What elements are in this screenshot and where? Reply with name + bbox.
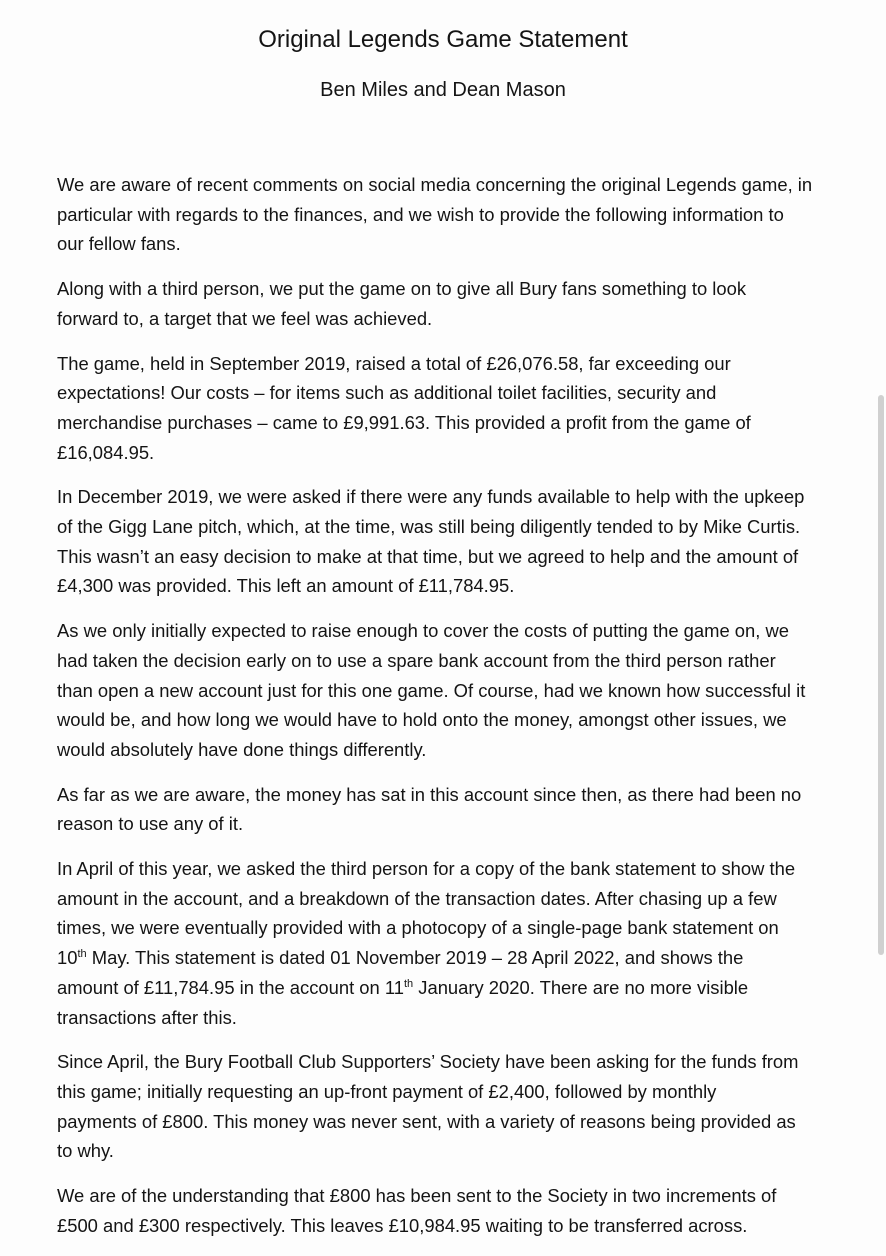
text-line: particular with regards to the finances, and we wish to provide the following information to (57, 203, 784, 225)
paragraph-bank-account (57, 616, 857, 765)
paragraph-purpose (57, 274, 857, 333)
text-line: Since April, the Bury Football Club Supporters’ Society have been asking for the funds from (57, 1051, 799, 1073)
line-remainder: January 2020. There are no more visible (413, 976, 749, 998)
text-line: expectations! Our costs – for items such as additional toilet facilities, security and (57, 382, 717, 404)
paragraph-money-status (57, 780, 857, 839)
text-line: of the Gigg Lane pitch, which, at the time, was still being diligently tended to by Mike Curtis. (57, 516, 801, 538)
text-line: We are of the understanding that £800 has been sent to the Society in two increments of (57, 1185, 777, 1207)
text-line: this game; initially requesting an up-front payment of £2,400, followed by monthly (57, 1080, 717, 1102)
text-line: forward to, a target that we feel was achieved. (57, 307, 433, 329)
paragraph-bank-statement (57, 854, 857, 1032)
text-line: Along with a third person, we put the game on to give all Bury fans something to look (57, 278, 747, 300)
text-line: transactions after this. (57, 1006, 237, 1028)
text-line: We are aware of recent comments on social media concerning the original Legends game, in (57, 174, 813, 195)
text-line: merchandise purchases – came to £9,991.63. This provided a profit from the game of (57, 411, 751, 433)
ordinal-suffix: th (403, 977, 414, 990)
text-line: reason to use any of it. (57, 813, 244, 835)
ordinal-suffix: th (77, 948, 87, 961)
text-line: than open a new account just for this one game. Of course, had we known how successful it (57, 679, 806, 701)
text-line: amount in the account, and a breakdown of the transaction dates. After chasing up a few (57, 887, 777, 909)
paragraph-payments-sent (57, 1181, 857, 1240)
text-line (57, 943, 857, 973)
paragraph-finances (57, 349, 857, 468)
text-line: The game, held in September 2019, raised a total of £26,076.58, far exceeding our (57, 352, 731, 374)
document-authors: Ben Miles and Dean Mason (320, 79, 566, 101)
document-title: Original Legends Game Statement (258, 26, 628, 53)
text-line: As far as we are aware, the money has sat in this account since then, as there had been no (57, 783, 802, 805)
line-remainder: May. This statement is dated 01 November 2019 – 28 April 2022, and shows the (86, 947, 744, 969)
text-line: our fellow fans. (57, 233, 181, 255)
text-line (57, 973, 857, 1003)
text-line: £4,300 was provided. This left an amount of £11,784.95. (57, 575, 515, 597)
text-line: would be, and how long we would have to hold onto the money, amongst other issues, we (57, 709, 787, 731)
paragraph-intro (57, 170, 857, 259)
text-line: This wasn’t an easy decision to make at that time, but we agreed to help and the amount of (57, 545, 799, 567)
line-start: amount of £11,784.95 in the account on 11 (57, 976, 404, 998)
date-day: 10 (57, 947, 78, 969)
text-line: payments of £800. This money was never sent, with a variety of reasons being provided as (57, 1110, 796, 1132)
scrollbar[interactable] (878, 395, 884, 955)
paragraph-society-requests (57, 1047, 857, 1166)
text-line: In December 2019, we were asked if there were any funds available to help with the upkeep (57, 486, 805, 508)
text-line: had taken the decision early on to use a spare bank account from the third person rather (57, 649, 776, 671)
paragraph-pitch-funds (57, 482, 857, 601)
text-line: £500 and £300 respectively. This leaves £10,984.95 waiting to be transferred across. (57, 1214, 748, 1236)
text-line: £16,084.95. (57, 441, 155, 463)
text-line: In April of this year, we asked the third person for a copy of the bank statement to show the (57, 858, 796, 880)
text-line: to why. (57, 1140, 114, 1162)
text-line: As we only initially expected to raise enough to cover the costs of putting the game on, we (57, 620, 789, 642)
text-line: times, we were eventually provided with a photocopy of a single-page bank statement on (57, 917, 779, 939)
text-line: would absolutely have done things differently. (57, 738, 427, 760)
statement-body (57, 170, 857, 1256)
